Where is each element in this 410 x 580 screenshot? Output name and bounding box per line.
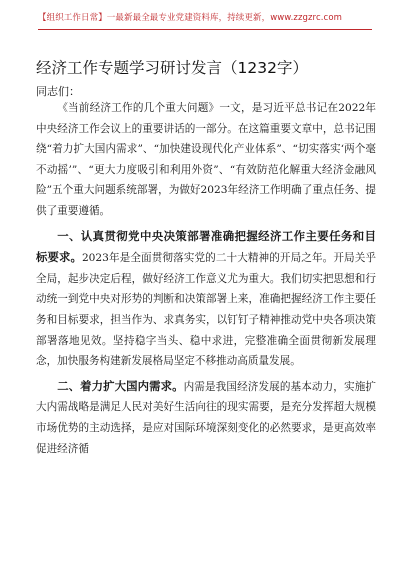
section-2-heading: 二、着力扩大国内需求。 bbox=[57, 378, 184, 393]
section-2-body: 内需是我国经济发展的基本动力，实施扩大内需战略是满足人民对美好生活向往的现实需要，是充分发挥超大规模市场优势的主动选择，是应对国际环境深刻变化的必然要求，是更高效率促进经济循 bbox=[36, 380, 376, 455]
section-1-body: 2023年是全面贯彻落实党的二十大精神的开局之年。开局关乎全局，起步决定后程，做好经济工作意义尤为重大。我们切实把思想和行动统一到党中央对形势的判断和决策部署上来，准确把握经济工作主要任务和目标要求，担当作为、求真务实，以钉钉子精神推动党中央各项决策部署落地见效。坚持稳字当头、稳中求进，完整准确全面贯彻新发展理念，加快服务构建新发展格局坚定不移推动高质量发展。 bbox=[36, 252, 376, 368]
header-divider bbox=[38, 29, 372, 30]
site-header-text: 【组织工作日常】一最新最全最专业党建资料库，持续更新，www.zzgzrc.com bbox=[38, 13, 342, 23]
article-body bbox=[36, 98, 376, 459]
paragraph-intro: 《当前经济工作的几个重大问题》一文，是习近平总书记在2022年中央经济工作会议上的重要讲话的一部分。在这篇重要文章中，总书记围绕“着力扩大国内需求”、“加快建设现代化产业体系”、“切实落实‘两个毫不动摇’”、“更大力度吸引和利用外资”、“有效防范化解重大经济金融风险”五个重大问题系统部署，为做好2023年经济工作明确了重点任务、提供了重要遵循。 bbox=[36, 102, 376, 217]
section-1 bbox=[36, 226, 376, 372]
salutation: 同志们： bbox=[36, 85, 80, 98]
section-2 bbox=[36, 376, 376, 459]
page-title: 经济工作专题学习研讨发言（1232字） bbox=[36, 59, 308, 77]
section-1-heading: 一、认真贯彻党中央决策部署准确把握经济工作主要任务和目标要求。 bbox=[36, 228, 376, 265]
